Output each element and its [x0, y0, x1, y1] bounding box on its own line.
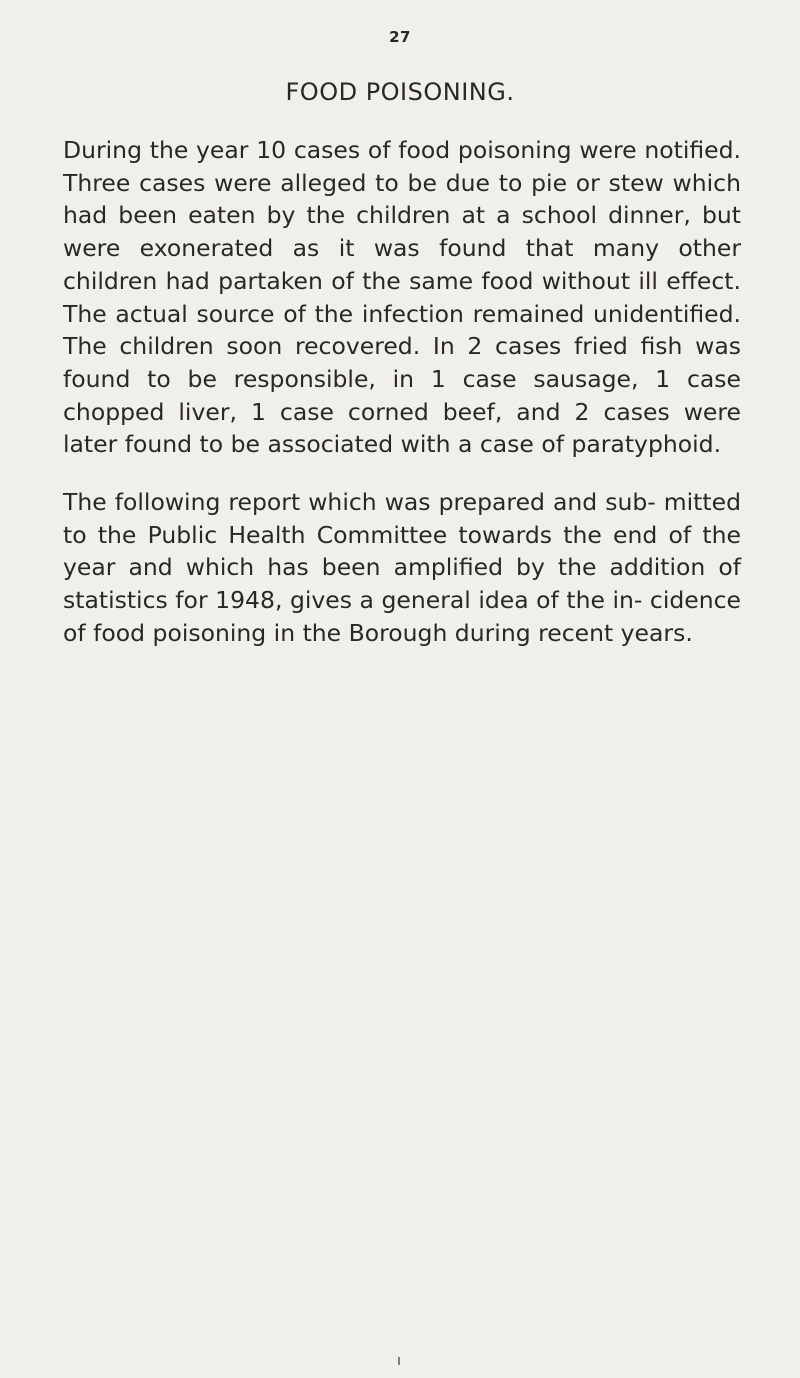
- show-through-texture: [40, 660, 760, 1300]
- page-title: FOOD POISONING.: [285, 78, 515, 106]
- paragraph-1: During the year 10 cases of food poisoning were notified. Three cases were alleged to be due to pie or stew which had been eaten by the children at a school dinner, but were exonerated as it was found that many other children had partaken of the same food without ill effect. The actual source of the infection remained unidentified. The children soon recovered. In 2 cases fried fish was found to be responsible, in 1 case sausage, 1 case chopped liver, 1 case corned beef, and 2 cases were later found to be associated with a case of paratyphoid.: [63, 136, 741, 459]
- paragraph-2: The following report which was prepared and sub- mitted to the Public Health Committee towards the end of the year and which has been amplified by the addition of statistics for 1948, gives a general idea of the in- cidence of food poisoning in the Borough during recent years.: [63, 488, 741, 647]
- page-number: 27: [389, 28, 411, 46]
- print-speck: [398, 1357, 400, 1365]
